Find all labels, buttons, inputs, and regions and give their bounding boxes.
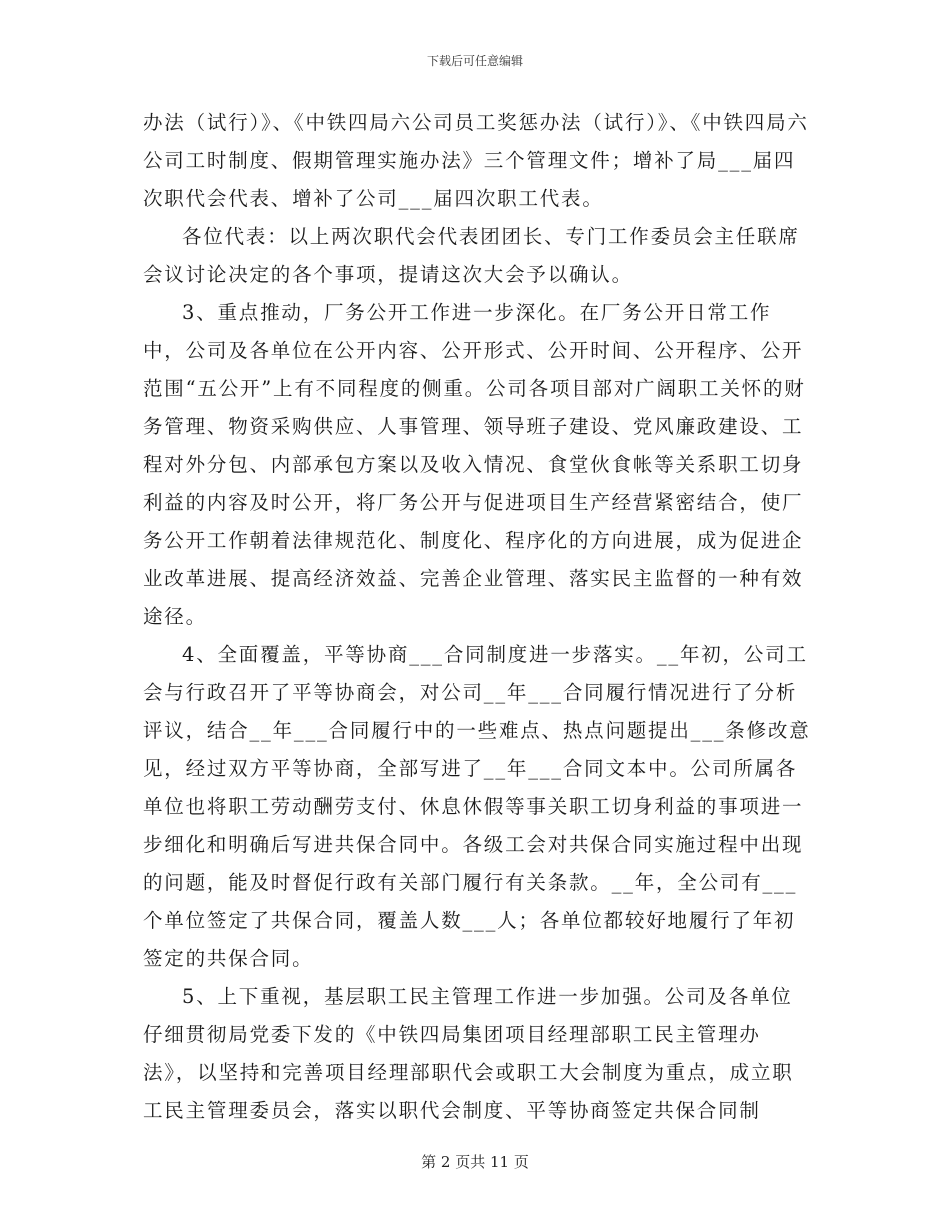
- document-body: [143, 104, 813, 1130]
- paragraph-continuation: 办法（试行）》、《中铁四局六公司员工奖惩办法（试行）》、《中铁四局六公司工时制度、假期管理实施办法》三个管理文件；增补了局___届四次职代会代表、增补了公司___届四次职工代表。: [143, 111, 809, 210]
- paragraph-representatives: 各位代表：以上两次职代会代表团团长、专门工作委员会主任联席会议讨论决定的各个事项，提请这次大会予以确认。: [143, 225, 800, 286]
- page-header: 下载后可任意编辑: [426, 54, 523, 68]
- paragraph-item-4: 4、全面覆盖，平等协商___合同制度进一步落实。__年初，公司工会与行政召开了平等协商会，对公司__年___合同履行情况进行了分析评议，结合__年___合同履行中的一些难点、热点问题提出___条修改意见，经过双方平等协商，全部写进了__年___合同文本中。公司所属各单位也将职工劳动酬劳支付、休息休假等事关职工切身利益的事项进一步细化和明确后写进共保合同中。各级工会对共保合同实施过程中出现的问题，能及时督促行政有关部门履行有关条款。__年，全公司有___个单位签定了共保合同，覆盖人数___人；各单位都较好地履行了年初签定的共保合同。: [143, 643, 811, 970]
- paragraph-item-5: 5、上下重视，基层职工民主管理工作进一步加强。公司及各单位仔细贯彻局党委下发的《中铁四局集团项目经理部职工民主管理办法》，以坚持和完善项目经理部职代会或职工大会制度为重点，成立职工民主管理委员会，落实以职代会制度、平等协商签定共保合同制: [143, 985, 794, 1122]
- page-number: 第 2 页共 11 页: [421, 1153, 529, 1171]
- paragraph-item-3: 3、重点推动，厂务公开工作进一步深化。在厂务公开日常工作中，公司及各单位在公开内容、公开形式、公开时间、公开程序、公开范围“五公开”上有不同程度的侧重。公司各项目部对广阔职工关怀的财务管理、物资采购供应、人事管理、领导班子建设、党风廉政建设、工程对外分包、内部承包方案以及收入情况、食堂伙食帐等关系职工切身利益的内容及时公开，将厂务公开与促进项目生产经营紧密结合，使厂务公开工作朝着法律规范化、制度化、程序化的方向进展，成为促进企业改革进展、提高经济效益、完善企业管理、落实民主监督的一种有效途径。: [143, 301, 806, 628]
